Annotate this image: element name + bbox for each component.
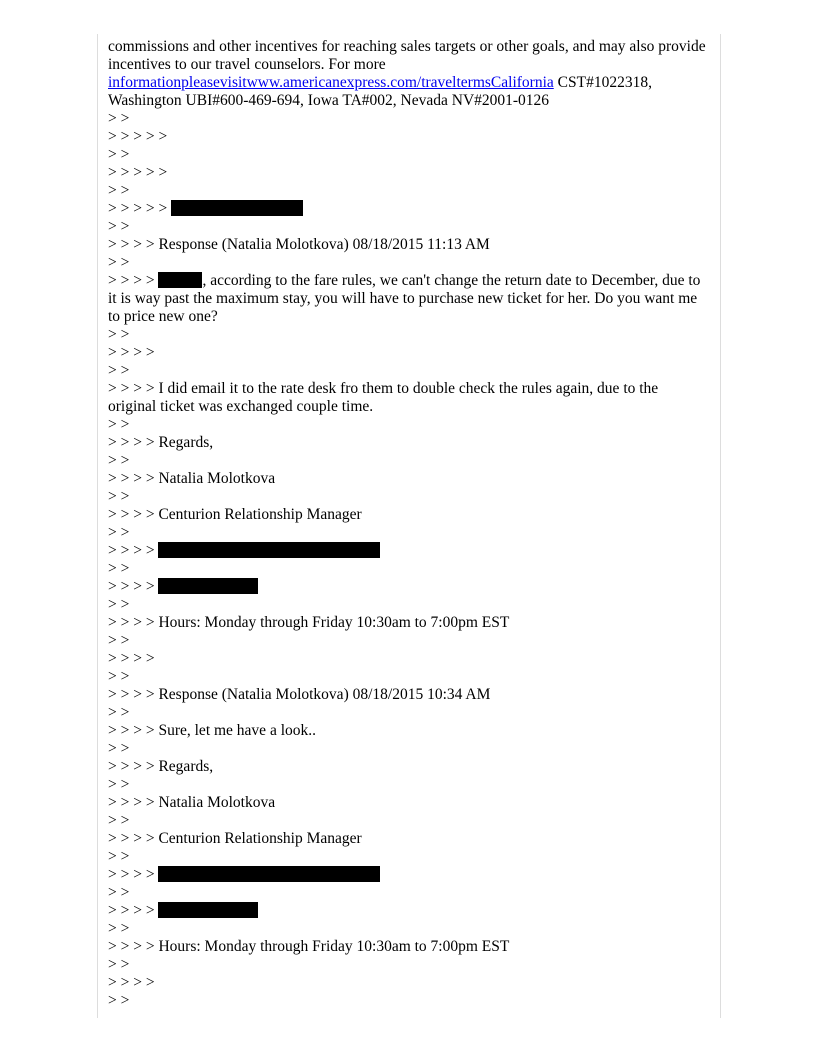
signature-name: > > > > Natalia Molotkova xyxy=(108,794,276,811)
quote-line: > > xyxy=(108,524,130,541)
quote-line: > > xyxy=(108,254,130,271)
signature-title: > > > > Centurion Relationship Manager xyxy=(108,506,362,523)
document-page xyxy=(97,34,721,1018)
quote-line: > > xyxy=(108,182,130,199)
terms-link[interactable]: informationpleasevisitwww.americanexpress.com/traveltermsCalifornia xyxy=(108,74,554,91)
quote-line: > > xyxy=(108,110,130,127)
redaction-block xyxy=(158,902,258,918)
quote-line: > > > > > xyxy=(108,128,168,145)
quote-line: > > xyxy=(108,956,130,973)
quote-line: > > xyxy=(108,884,130,901)
quote-line: > > xyxy=(108,452,130,469)
quote-line: > > xyxy=(108,362,130,379)
signature-regards: > > > > Regards, xyxy=(108,434,214,451)
quote-line: > > xyxy=(108,218,130,235)
signature-regards: > > > > Regards, xyxy=(108,758,214,775)
response-header: > > > > Response (Natalia Molotkova) 08/18/2015 10:34 AM xyxy=(108,686,491,703)
email-body xyxy=(108,38,708,1010)
quote-line: > > xyxy=(108,146,130,163)
signature-name: > > > > Natalia Molotkova xyxy=(108,470,276,487)
quote-line: > > xyxy=(108,812,130,829)
sure-message: > > > > Sure, let me have a look.. xyxy=(108,722,317,739)
quote-line: > > xyxy=(108,920,130,937)
quote-line: > > xyxy=(108,326,130,343)
rate-desk-message: > > > > I did email it to the rate desk fro them to double check the rules again, due to the original ticket was exchanged couple time. xyxy=(108,380,663,415)
redaction-block xyxy=(158,542,380,558)
redacted-line: > > > > > xyxy=(108,200,708,218)
redaction-block xyxy=(171,200,303,216)
signature-title: > > > > Centurion Relationship Manager xyxy=(108,830,362,847)
fare-rules-message: > > > > , according to the fare rules, we can't change the return date to December, due to it is way past the maximum stay, you will have to purchase new ticket for her. Do you want me to price new one? xyxy=(108,272,705,325)
quote-line: > > xyxy=(108,488,130,505)
signature-hours: > > > > Hours: Monday through Friday 10:30am to 7:00pm EST xyxy=(108,938,510,955)
quote-line: > > xyxy=(108,596,130,613)
response-header: > > > > Response (Natalia Molotkova) 08/18/2015 11:13 AM xyxy=(108,236,490,253)
redaction-block xyxy=(158,578,258,594)
quote-line: > > xyxy=(108,776,130,793)
quote-line: > > > > xyxy=(108,344,155,361)
quote-line: > > xyxy=(108,704,130,721)
quote-line: > > xyxy=(108,416,130,433)
intro-paragraph: commissions and other incentives for reaching sales targets or other goals, and may also provide incentives to our travel counselors. For more informationpleasevisitwww.americanexpress.com/traveltermsCalifornia CST#1022318, Washington UBI#600-469-694, Iowa TA#002, Nevada NV#2001-0126 xyxy=(108,38,710,109)
redacted-line: > > > > xyxy=(108,902,708,920)
redacted-line: > > > > xyxy=(108,866,708,884)
redaction-block xyxy=(158,866,380,882)
quote-line: > > > > xyxy=(108,974,155,991)
quote-line: > > xyxy=(108,668,130,685)
quote-line: > > xyxy=(108,560,130,577)
quote-line: > > xyxy=(108,992,130,1009)
redacted-line: > > > > xyxy=(108,542,708,560)
quote-line: > > xyxy=(108,740,130,757)
quote-line: > > xyxy=(108,848,130,865)
redaction-block xyxy=(158,272,202,288)
quote-line: > > > > > xyxy=(108,164,168,181)
signature-hours: > > > > Hours: Monday through Friday 10:30am to 7:00pm EST xyxy=(108,614,510,631)
quote-line: > > xyxy=(108,632,130,649)
redacted-line: > > > > xyxy=(108,578,708,596)
quote-line: > > > > xyxy=(108,650,155,667)
